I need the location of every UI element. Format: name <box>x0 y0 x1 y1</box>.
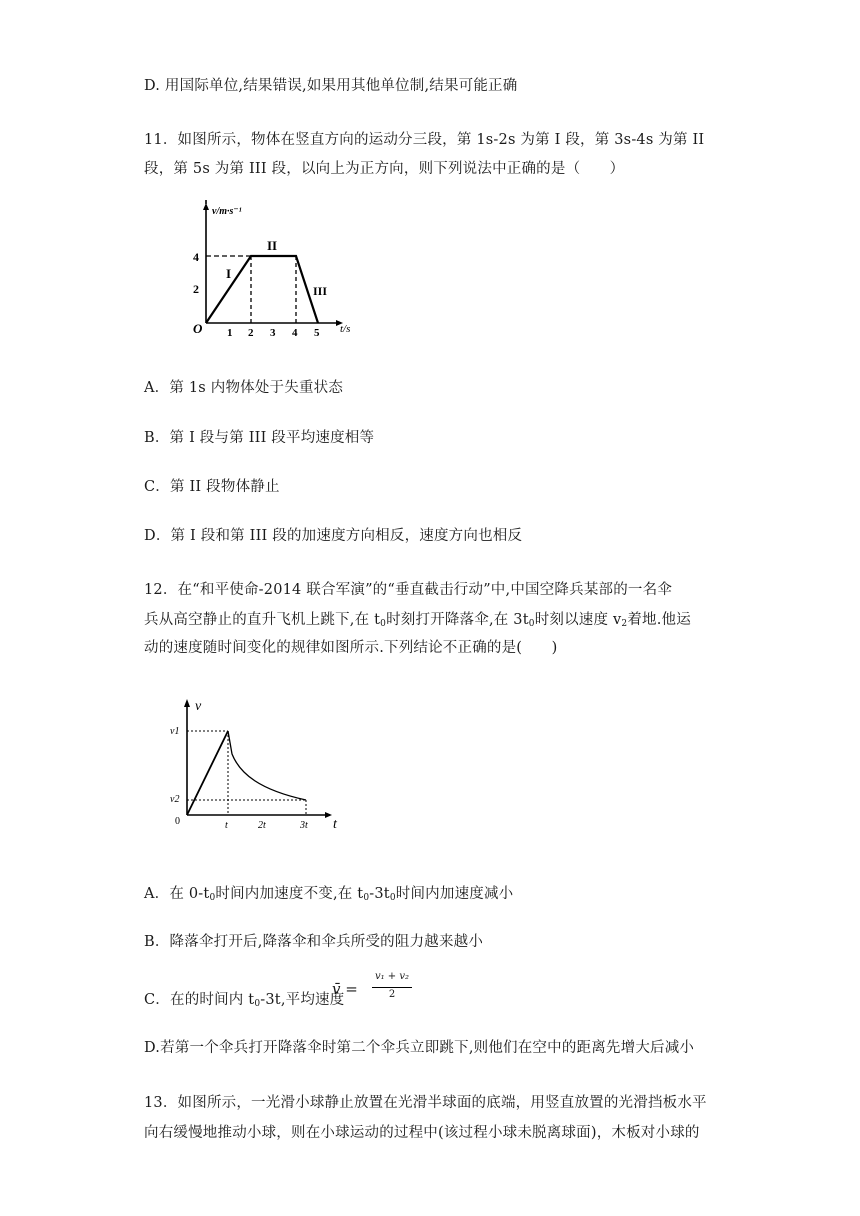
vt-line <box>206 256 318 323</box>
q11-option-c: C．第 II 段物体静止 <box>144 479 280 495</box>
x-tick-t: t <box>225 820 228 831</box>
x-tick-2t: 2t <box>258 820 266 831</box>
x-tick-3t: 3t <box>300 820 308 831</box>
q12-option-b: B．降落伞打开后,降落伞和伞兵所受的阻力越来越小 <box>144 934 484 950</box>
seg-label-3: III <box>313 284 328 298</box>
x-tick-4: 4 <box>292 327 298 339</box>
q12-stem-line2: 兵从高空静止的直升飞机上跳下,在 $t_0$时刻打开降落伞,在 $3t_0$时刻以速度 $v_2$着地.他运 <box>144 612 691 629</box>
y-axis-arrow <box>184 699 190 707</box>
origin-label: O <box>193 321 203 336</box>
q12-option-a: A．在 $0-t_0$时间内加速度不变,在 $t_0-3t_0$时间内加速度减小 <box>144 886 514 903</box>
formula-bar <box>372 987 412 988</box>
q11-option-d: D．第 I 段和第 III 段的加速度方向相反，速度方向也相反 <box>144 528 523 544</box>
formula-numerator: v₁ + v₂ <box>374 971 410 982</box>
q12-vt-graph <box>170 694 345 834</box>
v2-label: v2 <box>170 794 180 805</box>
q12-stem-line1: 12．在“和平使命-2014 联合军演”的“垂直截击行动”中,中国空降兵某部的一名伞 <box>144 582 673 598</box>
x-tick-5: 5 <box>314 327 320 339</box>
q12-option-d: D.若第一个伞兵打开降落伞时第二个伞兵立即跳下,则他们在空中的距离先增大后减小 <box>144 1040 695 1056</box>
option-d-prev: D. 用国际单位,结果错误,如果用其他单位制,结果可能正确 <box>144 78 518 94</box>
q13-stem-line1: 13．如图所示，一光滑小球静止放置在光滑半球面的底端，用竖直放置的光滑挡板水平 <box>144 1095 707 1111</box>
x-tick-3: 3 <box>270 327 276 339</box>
q11-stem-line1: 11．如图所示，物体在竖直方向的运动分三段，第 1s-2s 为第 I 段，第 3s-4s 为第 II <box>144 132 705 148</box>
accel-line <box>187 731 228 815</box>
decel-curve <box>228 731 306 800</box>
q11-option-b: B．第 I 段与第 III 段平均速度相等 <box>144 430 375 446</box>
seg-label-2: II <box>267 238 278 253</box>
avg-velocity-formula: v̄ = <box>332 980 358 998</box>
y-axis-arrow <box>203 203 209 210</box>
q12-option-c: C．在的时间内 $t_0-3t$,平均速度 <box>144 992 345 1009</box>
y-axis-label: v/m·s⁻¹ <box>212 206 242 217</box>
y-axis-label: v <box>195 699 202 714</box>
y-tick-2: 2 <box>193 282 199 296</box>
x-axis-arrow <box>325 812 332 818</box>
q11-stem-line2: 段，第 5s 为第 III 段，以向上为正方向，则下列说法中正确的是（ ） <box>144 161 625 177</box>
x-axis-label: t/s <box>340 323 351 335</box>
v1-label: v1 <box>170 726 180 737</box>
q13-stem-line2: 向右缓慢地推动小球，则在小球运动的过程中(该过程小球未脱离球面)，木板对小球的 <box>144 1125 700 1141</box>
x-tick-2: 2 <box>248 327 254 339</box>
origin-label: 0 <box>175 816 180 827</box>
formula-denominator: 2 <box>388 989 396 1000</box>
x-tick-1: 1 <box>227 327 233 339</box>
q11-option-a: A．第 1s 内物体处于失重状态 <box>144 380 344 396</box>
q11-vt-graph <box>190 200 370 340</box>
q12-stem-line3: 动的速度随时间变化的规律如图所示.下列结论不正确的是( ) <box>144 640 558 656</box>
x-axis-label: t <box>333 817 337 832</box>
seg-label-1: I <box>226 266 232 281</box>
y-tick-4: 4 <box>193 250 199 264</box>
